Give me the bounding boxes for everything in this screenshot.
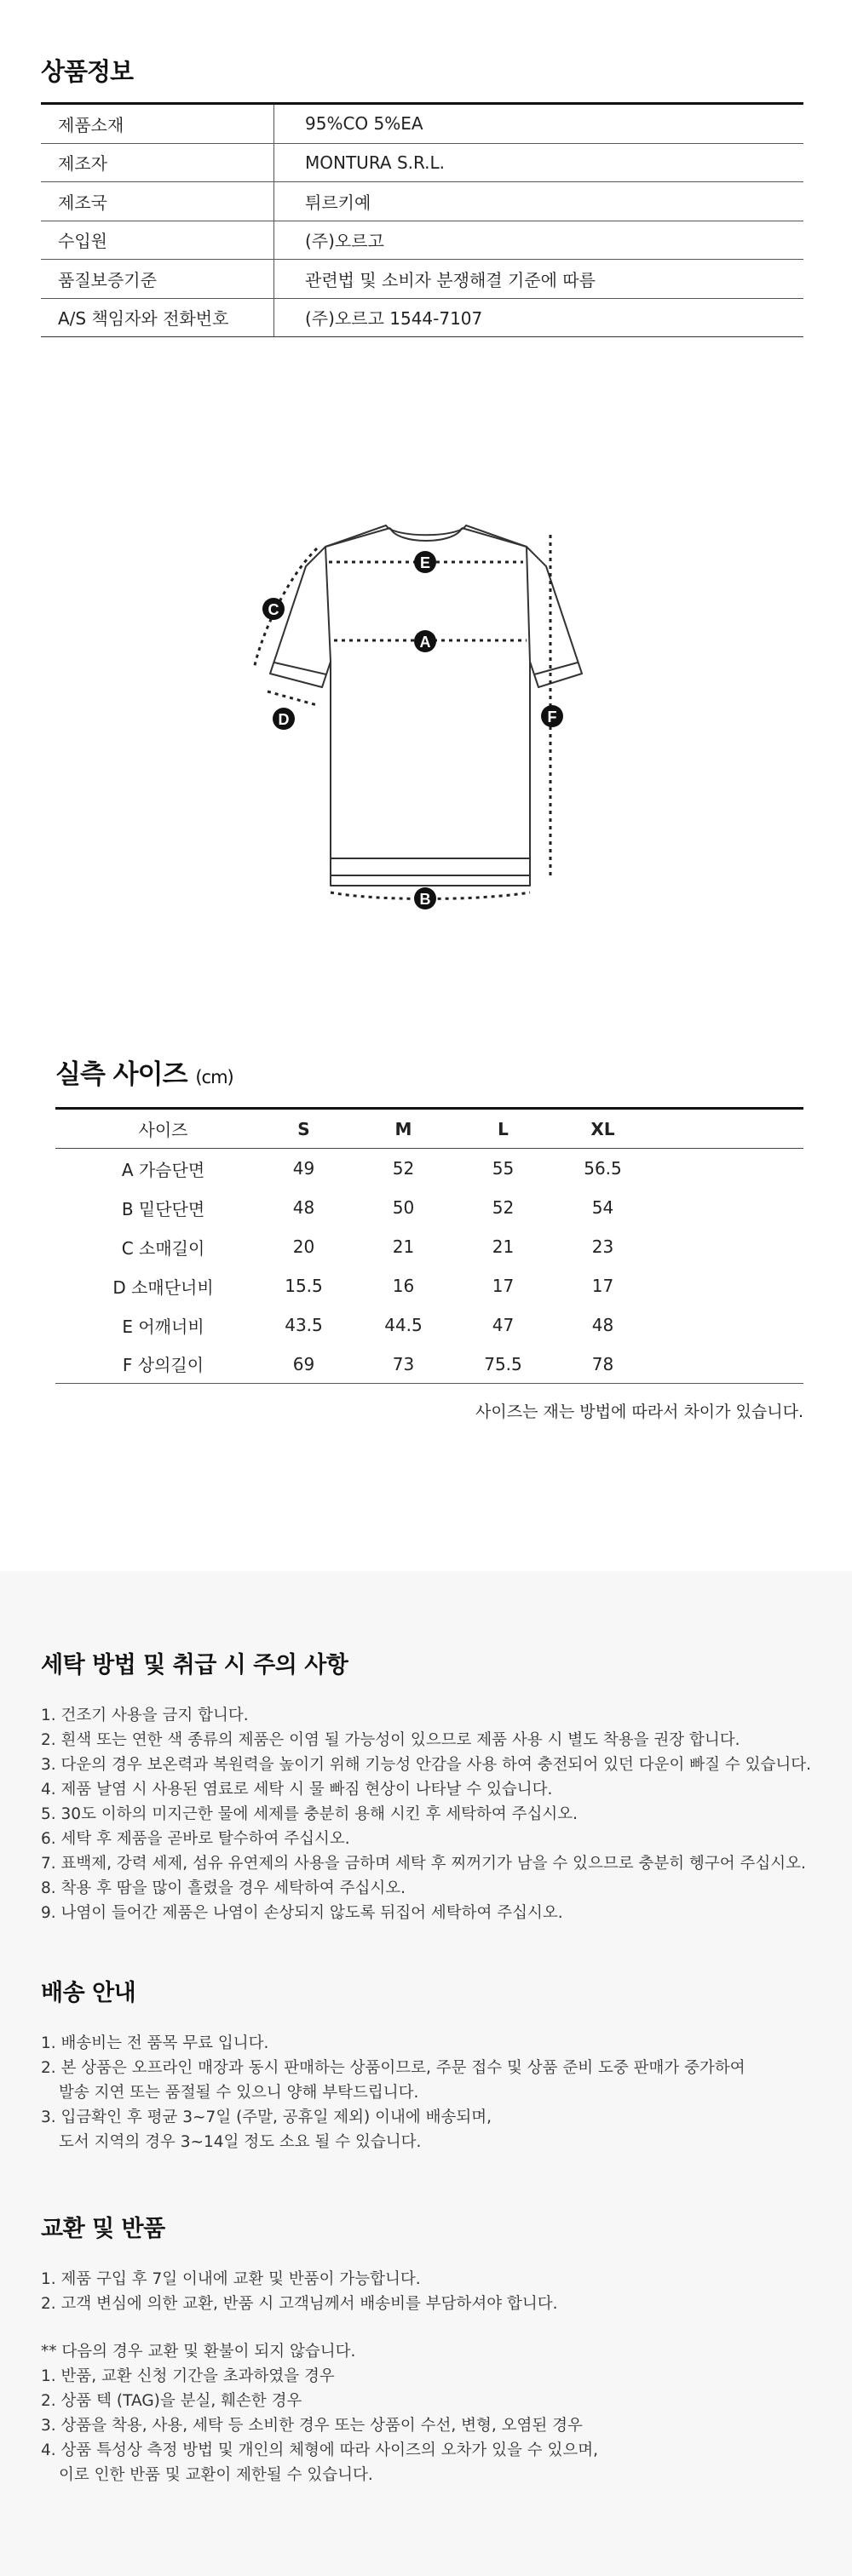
list-item: 8. 착용 후 땀을 많이 흘렸을 경우 세탁하여 주십시오. [41, 1879, 406, 1897]
marker-e [414, 551, 436, 573]
table-cell: 21 [392, 1236, 415, 1257]
marker-d [273, 708, 295, 730]
returns-exception-note: ** 다음의 경우 교환 및 환불이 되지 않습니다. [41, 2343, 356, 2361]
list-item: 5. 30도 이하의 미지근한 물에 세제를 충분히 용해 시킨 후 세탁하여 주십시오. [41, 1805, 579, 1823]
shipping-title: 배송 안내 [41, 1980, 136, 2006]
notice-area [0, 1571, 852, 2576]
table-cell: 17 [492, 1276, 515, 1296]
list-item: 3. 입금확인 후 평균 3~7일 (주말, 공휴일 제외) 이내에 배송되며, 도서 지역의 경우 3~14일 정도 소요 될 수 있습니다. [41, 2108, 492, 2151]
svg-text:D: D [278, 711, 290, 728]
info-label: 제품소재 [41, 105, 274, 143]
marker-f [541, 705, 563, 727]
info-row [41, 105, 803, 144]
header-cell: M [394, 1118, 412, 1139]
table-row [55, 1227, 803, 1266]
info-label: A/S 책임자와 전화번호 [41, 299, 274, 337]
list-item: 4. 상품 특성상 측정 방법 및 개인의 체형에 따라 사이즈의 오차가 있을 수 있으며, 이로 인한 반품 및 교환이 제한될 수 있습니다. [41, 2441, 598, 2484]
info-value: (주)오르고 1544-7107 [305, 308, 483, 330]
table-cell: 55 [492, 1158, 515, 1179]
info-row [41, 144, 803, 183]
table-cell: 52 [492, 1197, 515, 1218]
table-cell: 20 [292, 1236, 315, 1257]
washing-title: 세탁 방법 및 취급 시 주의 사항 [41, 1652, 348, 1678]
list-item: 3. 상품을 착용, 사용, 세탁 등 소비한 경우 또는 상품이 수선, 변형, 오염된 경우 [41, 2417, 583, 2435]
info-row [41, 260, 803, 299]
list-item: 2. 흰색 또는 연한 색 종류의 제품은 이염 될 가능성이 있으므로 제품 사용 시 별도 착용을 권장 합니다. [41, 1731, 740, 1749]
info-value: 관련법 및 소비자 분쟁해결 기준에 따름 [305, 269, 596, 290]
info-row [41, 221, 803, 261]
product-info-table [41, 102, 803, 337]
svg-text:C: C [268, 601, 279, 618]
info-row [41, 299, 803, 338]
svg-text:F: F [547, 709, 557, 726]
size-chart-title: 실측 사이즈 (cm) [55, 1059, 233, 1090]
list-item: 7. 표백제, 강력 세제, 섬유 유연제의 사용을 금하며 세탁 후 찌꺼기가 남을 수 있으므로 충분히 헹구어 주십시오. [41, 1855, 806, 1873]
header-cell: L [498, 1118, 509, 1139]
list-item: 1. 건조기 사용을 금지 합니다. [41, 1707, 249, 1724]
returns-exception-list [41, 2364, 825, 2487]
size-table [55, 1107, 803, 1384]
table-cell: 17 [591, 1276, 614, 1296]
info-value: (주)오르고 [305, 231, 384, 252]
list-item: 4. 제품 날염 시 사용된 염료로 세탁 시 물 빠짐 현상이 나타날 수 있습니다. [41, 1781, 553, 1799]
table-cell: 47 [492, 1315, 515, 1335]
table-row [55, 1188, 803, 1227]
shipping-list [41, 2031, 825, 2154]
table-cell: 15.5 [285, 1276, 323, 1296]
table-cell: 50 [392, 1197, 415, 1218]
info-value: 튀르키예 [305, 192, 371, 213]
marker-a [414, 630, 436, 652]
header-cell: S [297, 1118, 310, 1139]
product-info-title: 상품정보 [41, 57, 134, 86]
list-item: 2. 본 상품은 오프라인 매장과 동시 판매하는 상품이므로, 주문 접수 및 상품 준비 도중 판매가 중가하여 발송 지연 또는 품절될 수 있으니 양해 부탁드립니다. [41, 2059, 746, 2102]
tshirt-measurement-diagram [0, 511, 852, 920]
list-item: 1. 반품, 교환 신청 기간을 초과하였을 경우 [41, 2367, 335, 2385]
info-label: 제조자 [41, 144, 274, 182]
table-cell: E 어깨너비 [122, 1316, 204, 1337]
info-row [41, 182, 803, 221]
svg-text:E: E [419, 554, 431, 571]
washing-list [41, 1703, 825, 1925]
tshirt-illustration [0, 511, 852, 920]
returns-section [41, 2210, 825, 2487]
table-cell: B 밑단단면 [121, 1198, 205, 1219]
table-row [55, 1149, 803, 1188]
header-cell: XL [590, 1118, 615, 1139]
marker-b [414, 887, 436, 909]
table-cell: 48 [591, 1315, 614, 1335]
table-cell: 16 [392, 1276, 415, 1296]
table-cell: D 소매단너비 [112, 1277, 214, 1298]
table-row [55, 1345, 803, 1384]
table-cell: 54 [591, 1197, 614, 1218]
table-cell: 44.5 [384, 1315, 423, 1335]
table-cell: 73 [392, 1353, 415, 1374]
table-cell: 52 [392, 1158, 415, 1179]
svg-text:B: B [419, 891, 431, 908]
returns-title: 교환 및 반품 [41, 2216, 165, 2242]
table-cell: C 소매길이 [121, 1237, 205, 1259]
size-table-header [55, 1110, 803, 1149]
table-cell: 21 [492, 1236, 515, 1257]
table-cell: 75.5 [484, 1353, 522, 1374]
returns-list [41, 2267, 825, 2316]
shipping-section [41, 1974, 825, 2154]
info-label: 수입원 [41, 221, 274, 260]
table-row [55, 1266, 803, 1305]
table-cell: 48 [292, 1197, 315, 1218]
table-cell: A 가슴단면 [121, 1159, 205, 1180]
header-cell: 사이즈 [138, 1120, 188, 1140]
svg-text:A: A [419, 634, 431, 651]
list-item: 3. 다운의 경우 보온력과 복원력을 높이기 위해 기능성 안감을 사용 하여 충전되어 있던 다운이 빠질 수 있습니다. [41, 1756, 811, 1774]
info-label: 제조국 [41, 182, 274, 221]
info-value: MONTURA S.R.L. [305, 152, 446, 173]
list-item: 1. 배송비는 전 품목 무료 입니다. [41, 2034, 269, 2052]
table-cell: F 상의길이 [122, 1355, 204, 1375]
marker-c [262, 598, 285, 620]
table-cell: 78 [591, 1353, 614, 1374]
table-row [55, 1305, 803, 1345]
list-item: 1. 제품 구입 후 7일 이내에 교환 및 반품이 가능합니다. [41, 2270, 421, 2288]
info-label: 품질보증기준 [41, 260, 274, 298]
size-note: 사이즈는 재는 방법에 따라서 차이가 있습니다. [475, 1403, 803, 1421]
table-cell: 69 [292, 1353, 315, 1374]
info-value: 95%CO 5%EA [305, 113, 423, 135]
table-cell: 23 [591, 1236, 614, 1257]
table-cell: 49 [292, 1158, 315, 1179]
list-item: 2. 고객 변심에 의한 교환, 반품 시 고객님께서 배송비를 부담하셔야 합니다. [41, 2295, 558, 2313]
table-cell: 56.5 [584, 1158, 622, 1179]
size-chart-unit: (cm) [195, 1067, 233, 1087]
list-item: 9. 나염이 들어간 제품은 나염이 손상되지 않도록 뒤집어 세탁하여 주십시오. [41, 1904, 563, 1922]
table-cell: 43.5 [285, 1315, 323, 1335]
list-item: 6. 세탁 후 제품을 곧바로 탈수하여 주십시오. [41, 1830, 350, 1848]
list-item: 2. 상품 텍 (TAG)을 분실, 훼손한 경우 [41, 2392, 302, 2410]
washing-section [41, 1646, 825, 1925]
